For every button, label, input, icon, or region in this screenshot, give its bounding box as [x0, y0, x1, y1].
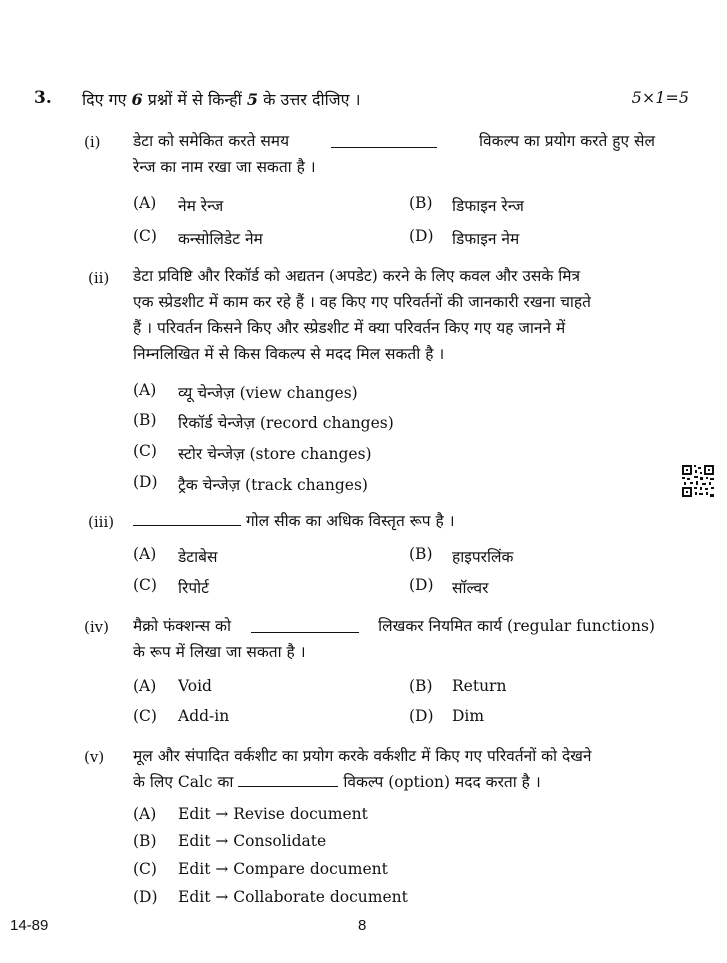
option-text: रिकॉर्ड चेन्जेज़ (record changes) [178, 414, 394, 432]
subquestion-label: (v) [84, 748, 105, 766]
option-letter: (A) [133, 805, 157, 823]
subquestion-text: मूल और संपादित वर्कशीट का प्रयोग करके वर्कशीट में किए गए परिवर्तनों को देखने के लिए Calc का विकल्प (option) मदद करता है । [133, 747, 592, 791]
option-text: Edit → Compare document [178, 860, 388, 878]
option-letter: (D) [409, 707, 434, 725]
option-text: रिपोर्ट [178, 579, 209, 597]
subquestion-text: मैक्रो फंक्शन्स को लिखकर नियमित कार्य (regular functions) के रूप में लिखा जा सकता है । [133, 617, 655, 661]
option-text: डिफाइन रेन्ज [452, 197, 524, 215]
option-letter: (C) [133, 576, 157, 594]
question-number: 3. [34, 88, 52, 108]
option-letter: (C) [133, 860, 157, 878]
option-text: हाइपरलिंक [452, 548, 514, 566]
answer-blank [251, 631, 359, 633]
subquestion-label: (i) [84, 133, 101, 151]
option-text: स्टोर चेन्जेज़ (store changes) [178, 445, 372, 463]
option-text: नेम रेन्ज [178, 197, 224, 215]
option-letter: (B) [409, 194, 433, 212]
page-number: 8 [358, 917, 367, 934]
option-letter: (C) [133, 442, 157, 460]
qr-code-icon [681, 464, 715, 498]
option-text: कन्सोलिडेट नेम [178, 230, 263, 248]
option-text: Return [452, 677, 507, 695]
questions-to-answer: 5 [246, 90, 259, 109]
option-letter: (D) [133, 473, 158, 491]
option-letter: (B) [409, 677, 433, 695]
paper-code: 14-89 [10, 917, 49, 934]
option-letter: (D) [409, 227, 434, 245]
answer-blank [238, 785, 338, 787]
answer-blank [331, 146, 437, 148]
option-letter: (A) [133, 194, 157, 212]
option-letter: (D) [133, 888, 158, 906]
marks-allocation: 5×1=5 [631, 88, 689, 107]
option-letter: (A) [133, 545, 157, 563]
option-letter: (A) [133, 677, 157, 695]
answer-blank [133, 524, 241, 526]
option-letter: (A) [133, 381, 157, 399]
option-letter: (D) [409, 576, 434, 594]
option-text: Edit → Revise document [178, 805, 368, 823]
option-text: डिफाइन नेम [452, 230, 520, 248]
subquestion-text: गोल सीक का अधिक विस्तृत रूप है । [133, 508, 655, 534]
option-text: डेटाबेस [178, 548, 218, 566]
option-text: Edit → Consolidate [178, 832, 327, 850]
question-instruction: दिए गए 6 प्रश्नों में से किन्हीं 5 के उत्तर दीजिए । [82, 90, 361, 109]
option-text: Void [178, 677, 212, 695]
subquestion-text: डेटा प्रविष्टि और रिकॉर्ड को अद्यतन (अपडेट) करने के लिए कवल और उसके मित्र एक स्प्रेडशीट में काम कर रहे हैं । वह किए गए परिवर्तनों की जानकारी रखना चाहते हैं । परिवर्तन किसने किए और स्प्रेडशीट में क्या परिवर्तन किए गए यह जानने में निम्नलिखित में से किस विकल्प से मदद मिल सकती है । [133, 267, 591, 363]
option-text: व्यू चेन्जेज़ (view changes) [178, 384, 358, 402]
subquestion-label: (iv) [84, 618, 109, 636]
option-letter: (B) [133, 832, 157, 850]
option-text: Dim [452, 707, 485, 725]
option-text: Add-in [178, 707, 230, 725]
option-text: ट्रैक चेन्जेज़ (track changes) [178, 476, 368, 494]
subquestion-label: (iii) [88, 513, 115, 531]
option-text: सॉल्वर [452, 579, 489, 597]
option-letter: (B) [409, 545, 433, 563]
questions-total: 6 [131, 90, 143, 109]
option-letter: (C) [133, 707, 157, 725]
subquestion-text: डेटा को समेकित करते समय विकल्प का प्रयोग करते हुए सेल रेन्ज का नाम रखा जा सकता है । [133, 132, 655, 176]
option-letter: (C) [133, 227, 157, 245]
option-text: Edit → Collaborate document [178, 888, 408, 906]
option-letter: (B) [133, 411, 157, 429]
subquestion-label: (ii) [88, 269, 110, 287]
